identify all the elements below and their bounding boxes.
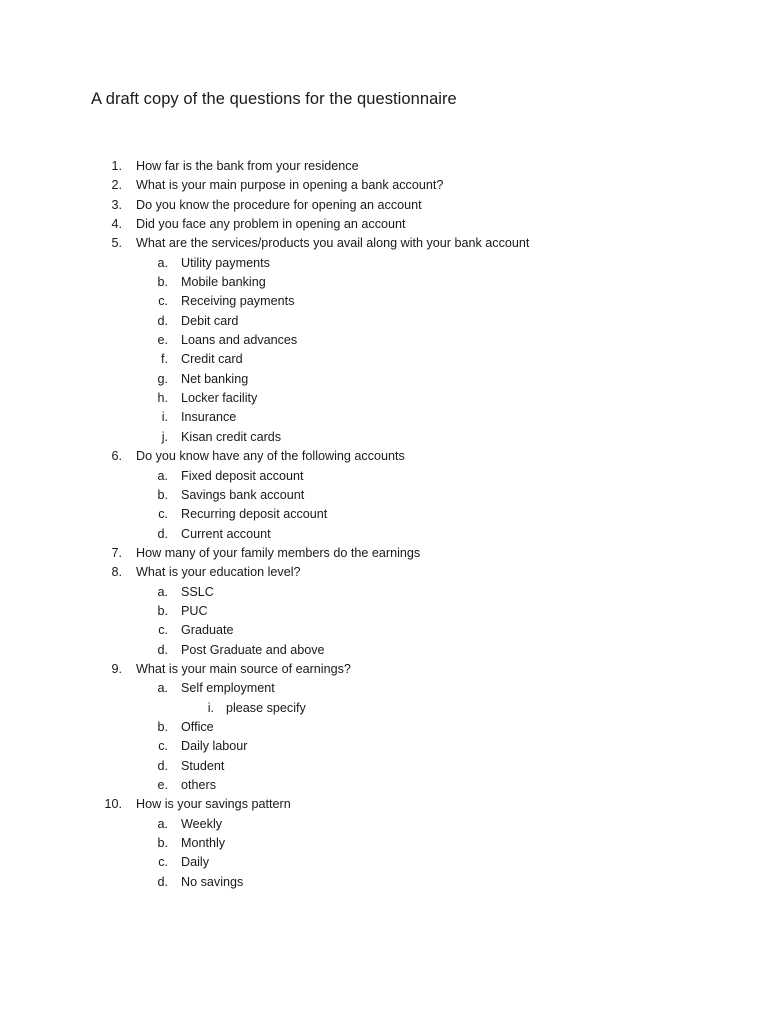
option-item — [0, 350, 768, 369]
option-item — [0, 815, 768, 834]
option-marker: g. — [157, 371, 168, 386]
option-item — [0, 486, 768, 505]
option-marker: e. — [157, 778, 168, 792]
option-marker: a. — [157, 816, 168, 831]
sub-option-item — [0, 699, 768, 718]
question-text: What is your education level? — [136, 565, 301, 580]
question-text: How many of your family members do the earnings — [136, 545, 421, 560]
option-item — [0, 853, 768, 872]
option-text: Kisan credit cards — [181, 429, 282, 444]
option-item — [0, 370, 768, 389]
option-marker: h. — [157, 391, 168, 406]
option-text: Locker facility — [181, 391, 258, 406]
option-text: Self employment — [181, 681, 275, 696]
option-text: Loans and advances — [181, 333, 298, 348]
option-text: Credit card — [181, 352, 243, 367]
option-item — [0, 873, 768, 892]
option-text: Mobile banking — [181, 275, 266, 290]
option-marker: d. — [157, 758, 168, 773]
question-text: How is your savings pattern — [136, 797, 291, 812]
option-marker: c. — [158, 855, 168, 870]
option-item — [0, 254, 768, 273]
question-number: 9. — [111, 661, 122, 676]
option-marker: d. — [157, 874, 168, 889]
option-item — [0, 583, 768, 602]
question-item — [0, 563, 768, 582]
option-text: Student — [181, 758, 225, 773]
option-marker: d. — [157, 642, 168, 657]
option-item — [0, 718, 768, 737]
option-text: Daily — [181, 855, 209, 870]
option-text: Net banking — [181, 371, 249, 386]
option-text: Insurance — [181, 410, 237, 425]
option-item — [0, 312, 768, 331]
option-item — [0, 641, 768, 660]
question-text: What are the services/products you avail along with your bank account — [136, 236, 530, 251]
option-item — [0, 776, 768, 795]
option-marker: a. — [157, 681, 168, 696]
option-item — [0, 408, 768, 427]
question-item — [0, 660, 768, 679]
option-marker: e. — [157, 333, 168, 348]
option-text: Post Graduate and above — [181, 642, 325, 657]
option-item — [0, 505, 768, 524]
option-marker: d. — [157, 526, 168, 541]
option-text: Current account — [181, 526, 271, 541]
question-number: 10. — [104, 797, 122, 812]
option-text: No savings — [181, 874, 244, 889]
option-marker: b. — [157, 275, 168, 290]
option-text: Office — [181, 719, 214, 734]
option-item — [0, 757, 768, 776]
question-number: 5. — [111, 236, 122, 251]
question-number: 8. — [111, 565, 122, 580]
option-marker: a. — [157, 468, 168, 483]
option-item — [0, 389, 768, 408]
option-item — [0, 467, 768, 486]
question-item — [0, 795, 768, 814]
question-item — [0, 215, 768, 234]
question-item — [0, 544, 768, 563]
question-item — [0, 157, 768, 176]
question-number: 2. — [111, 178, 122, 193]
option-text: Daily labour — [181, 739, 248, 754]
option-text: others — [181, 778, 217, 792]
option-text: Graduate — [181, 623, 234, 638]
question-number: 6. — [111, 449, 122, 464]
option-item — [0, 737, 768, 756]
option-marker: i. — [207, 700, 214, 715]
option-item — [0, 621, 768, 640]
option-item — [0, 834, 768, 853]
option-marker: a. — [157, 584, 168, 599]
option-marker: b. — [157, 603, 168, 618]
question-number: 7. — [111, 545, 122, 560]
option-item — [0, 331, 768, 350]
option-marker: c. — [158, 739, 168, 754]
option-text: Utility payments — [181, 255, 270, 270]
option-marker: c. — [158, 294, 168, 309]
option-text: Recurring deposit account — [181, 507, 328, 522]
option-item — [0, 292, 768, 311]
question-text: Did you face any problem in opening an account — [136, 217, 406, 232]
option-marker: b. — [157, 836, 168, 851]
option-marker: c. — [158, 507, 168, 522]
page-title: A draft copy of the questions for the questionnaire — [91, 90, 457, 108]
question-number: 3. — [111, 197, 122, 212]
question-text: Do you know the procedure for opening an account — [136, 197, 422, 212]
question-number: 4. — [111, 217, 122, 232]
option-item — [0, 602, 768, 621]
option-marker: b. — [157, 719, 168, 734]
option-text: SSLC — [181, 584, 214, 599]
option-marker: j. — [161, 429, 168, 444]
option-text: Receiving payments — [181, 294, 295, 309]
option-text: Fixed deposit account — [181, 468, 304, 483]
option-marker: d. — [157, 313, 168, 328]
option-text: Savings bank account — [181, 487, 305, 502]
option-marker: c. — [158, 623, 168, 638]
option-text: Monthly — [181, 836, 226, 851]
question-item — [0, 176, 768, 195]
option-text: PUC — [181, 603, 208, 618]
option-text: please specify — [226, 700, 306, 715]
question-item — [0, 447, 768, 466]
question-text: What is your main purpose in opening a bank account? — [136, 178, 444, 193]
option-item — [0, 525, 768, 544]
option-item — [0, 273, 768, 292]
option-marker: b. — [157, 487, 168, 502]
option-item — [0, 679, 768, 698]
option-text: Debit card — [181, 313, 239, 328]
option-marker: f. — [161, 352, 168, 367]
option-item — [0, 428, 768, 447]
question-text: What is your main source of earnings? — [136, 661, 351, 676]
option-marker: i. — [161, 410, 168, 425]
question-list — [0, 157, 768, 892]
question-item — [0, 196, 768, 215]
option-marker: a. — [157, 255, 168, 270]
question-number: 1. — [111, 159, 122, 173]
question-item — [0, 234, 768, 253]
question-text: Do you know have any of the following accounts — [136, 449, 405, 464]
question-text: How far is the bank from your residence — [136, 159, 359, 173]
option-text: Weekly — [181, 816, 223, 831]
